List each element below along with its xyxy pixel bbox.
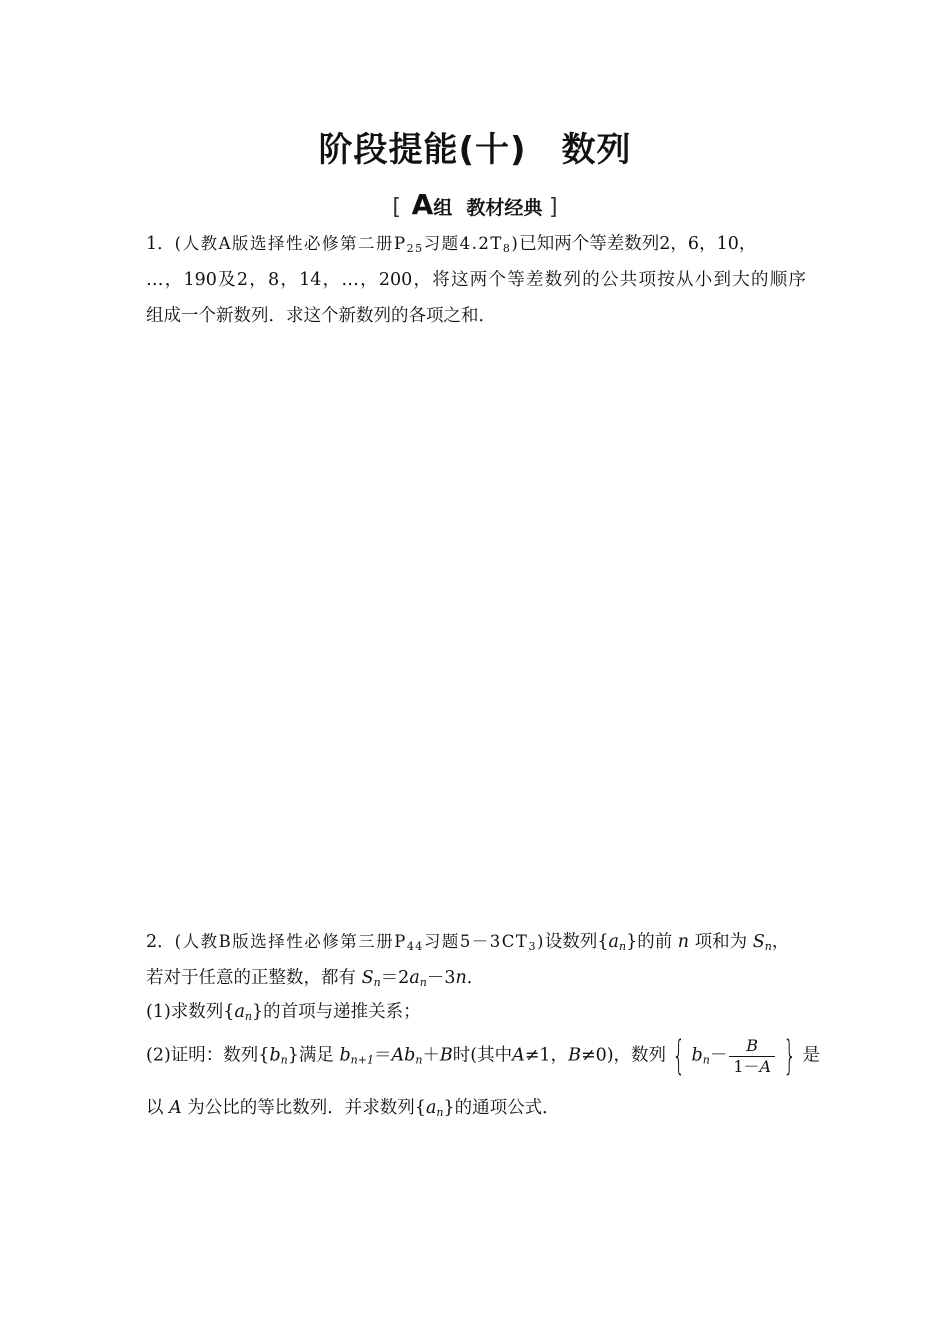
page-title: 阶段提能(十) 数列 xyxy=(318,130,632,170)
problem-2-part-2-continued: 以 A 为公比的等比数列．并求数列$\{a_n\}$的通项公式． xyxy=(146,1098,560,1119)
problem-number: 1． xyxy=(146,234,175,254)
fraction: $\frac{B}{1-A}$ xyxy=(729,1036,775,1077)
group-letter: A xyxy=(411,188,434,221)
problem-2-line-2: 若对于任意的正整数，都有 $S_n=2a_n-3n$． xyxy=(146,968,485,989)
bracket-left: [ xyxy=(392,195,402,220)
group-header xyxy=(0,188,950,221)
problem-2-part-1: (1)求数列$\{a_n\}$的首项与递推关系； xyxy=(146,1002,421,1023)
fraction-expression: { $b_n-$ $\frac{B}{1-A}$ } xyxy=(672,1033,797,1079)
problem-1-line-3: 组成一个新数列．求这个新数列的各项之和． xyxy=(146,306,496,326)
group-label: 教材经典 xyxy=(466,197,543,219)
bracket-right: ] xyxy=(548,195,558,220)
problem-1-line-1 xyxy=(146,230,756,255)
problem-text: 已知两个等差数列2，6，10， xyxy=(519,234,757,254)
problem-source: (人教B版选择性必修第三册$P_{44}$习题$5-3CT_3$) xyxy=(174,932,545,953)
group-word: 组 xyxy=(433,197,453,219)
problem-2-line-1: 2．(人教B版选择性必修第三册$P_{44}$习题$5-3CT_3$)设数列$\{a_n\}$的前 n 项和为 $S_n$， xyxy=(146,932,790,953)
problem-1-line-2: …，190及2，8，14，…，200，将这两个等差数列的公共项按从小到大的顺序 xyxy=(146,270,806,290)
problem-source: (人教A版选择性必修第二册$P_{25}$习题$4.2T_8$) xyxy=(174,234,520,255)
problem-2-part-2: (2)证明：数列$\{b_n\}$满足 $b_{n+1}=Ab_n+B$时(其中A≠1，B≠0)，数列 { $b_n-$ $\frac{B}{1-A}$ } 是 xyxy=(146,1033,821,1079)
